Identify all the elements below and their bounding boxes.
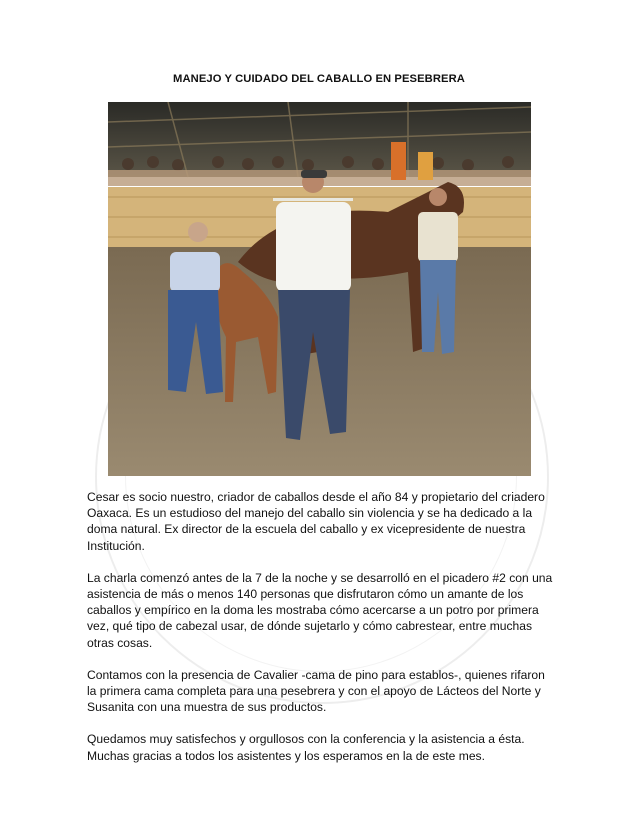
article-body — [87, 489, 557, 780]
document-title: MANEJO Y CUIDADO DEL CABALLO EN PESEBRERA — [173, 73, 465, 85]
paragraph: Quedamos muy satisfechos y orgullosos con la conferencia y la asistencia a ésta. Muchas gracias a todos los asistentes y los esperamos en la de este mes. — [87, 732, 525, 763]
paragraph: Cesar es socio nuestro, criador de caballos desde el año 84 y propietario del criadero Oaxaca. Es un estudioso del manejo del caballo sin violencia y se ha dedicado a la doma natural. Ex director de la escuela del caballo y ex vicepresidente de nuestra Institución. — [87, 490, 545, 553]
paragraph: Contamos con la presencia de Cavalier -cama de pino para establos-, quienes rifaron la primera cama completa para una pesebrera y con el apoyo de Lácteos del Norte y Susanita con una muestra de sus productos. — [87, 667, 545, 715]
horse-event-photo — [108, 102, 531, 476]
paragraph: La charla comenzó antes de la 7 de la noche y se desarrolló en el picadero #2 con una asistencia de más o menos 140 personas que disfrutaron cómo un amante de los caballos y empírico en la doma les mostraba cómo acercarse a un potro por primera vez, qué tipo de cabezal usar, de dónde sujetarlo y cómo cabrestear, entre muchas otras cosas. — [87, 570, 553, 650]
